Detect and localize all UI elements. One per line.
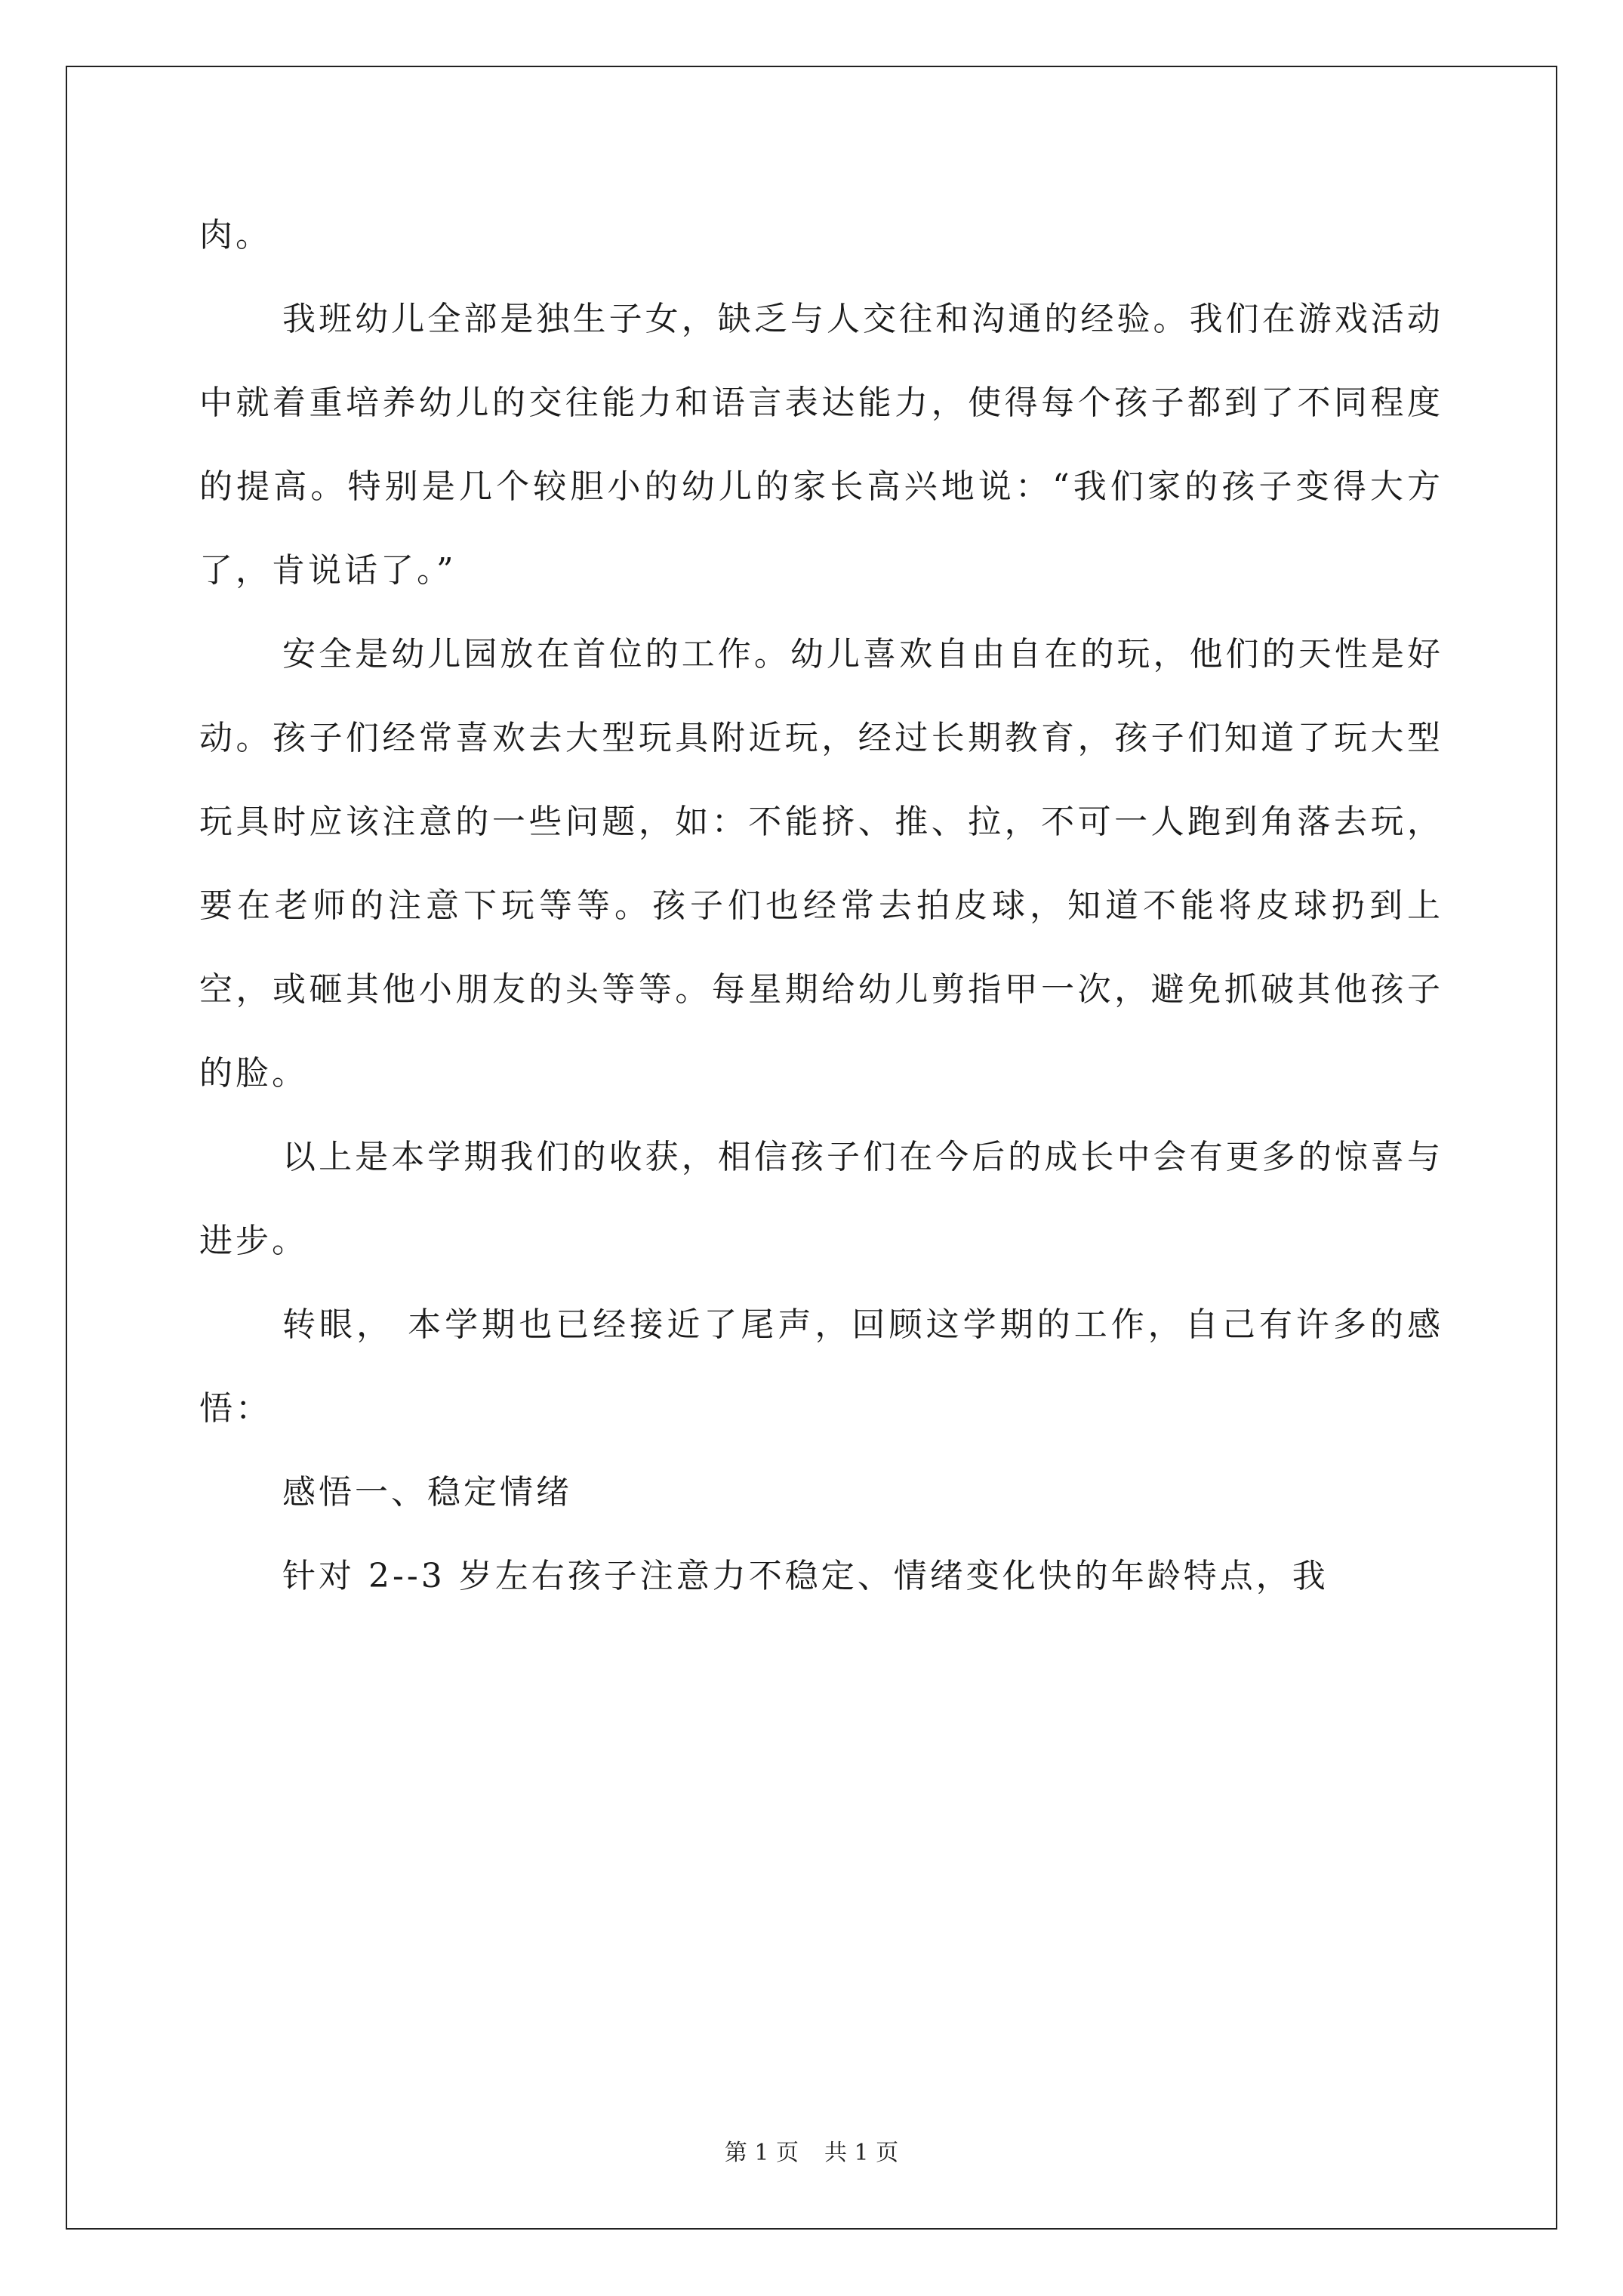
paragraph-7: 针对 2--3 岁左右孩子注意力不稳定、情绪变化快的年龄特点，我 — [282, 1557, 1329, 1595]
paragraph-3: 安全是幼儿园放在首位的工作。幼儿喜欢自由自在的玩，他们的天性是好动。孩子们经常喜欢去大型玩具附近玩，经过长期教育，孩子们知道了玩大型玩具时应该注意的一些问题，如：不能挤、推、拉，不可一人跑到角落去玩，要在老师的注意下玩等等。孩子们也经常去拍皮球，知道不能将皮球扔到上空，或砸其他小朋友的头等等。每星期给幼儿剪指甲一次，避免抓破其他孩子的脸。 — [199, 635, 1443, 1093]
document-body — [199, 193, 1443, 1618]
page-footer — [0, 2138, 1623, 2168]
paragraph-4: 以上是本学期我们的收获，相信孩子们在今后的成长中会有更多的惊喜与进步。 — [199, 1138, 1443, 1260]
paragraph-5: 转眼， 本学期也已经接近了尾声，回顾这学期的工作，自己有许多的感悟： — [199, 1305, 1443, 1428]
page-total: 共 1 页 — [824, 2140, 899, 2166]
section-heading: 感悟一、稳定情绪 — [282, 1473, 572, 1512]
paragraph-2: 我班幼儿全部是独生子女，缺乏与人交往和沟通的经验。我们在游戏活动中就着重培养幼儿的交往能力和语言表达能力，使得每个孩子都到了不同程度的提高。特别是几个较胆小的幼儿的家长高兴地说：“我们家的孩子变得大方了，肯说话了。” — [199, 300, 1443, 590]
paragraph-1: 肉。 — [199, 216, 272, 254]
page-number: 第 1 页 — [724, 2140, 799, 2166]
